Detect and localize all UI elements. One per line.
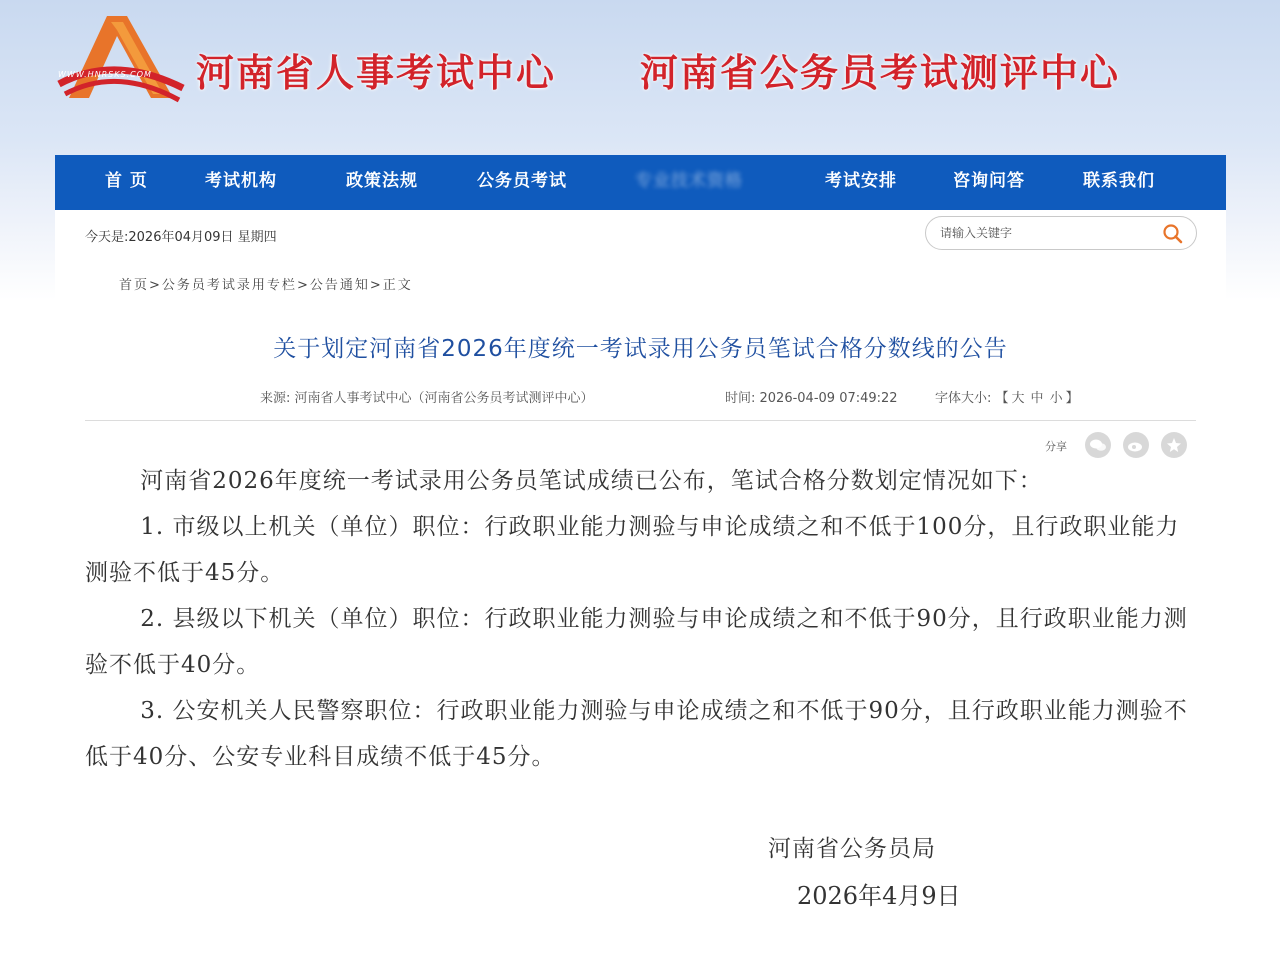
nav-item-home[interactable]: 首 页 xyxy=(105,171,148,191)
search-icon[interactable] xyxy=(1162,223,1184,245)
font-size-large[interactable]: 大 xyxy=(1011,391,1025,406)
article-paragraph-item-3: 3. 公安机关人民警察职位：行政职业能力测验与申论成绩之和不低于90分，且行政职业能力测验不低于40分、公安专业科目成绩不低于45分。 xyxy=(85,698,1188,770)
site-logo[interactable] xyxy=(55,14,185,104)
search-input[interactable] xyxy=(940,223,1150,243)
share-label: 分享 xyxy=(1045,440,1067,453)
article-body xyxy=(85,458,1197,780)
search-box xyxy=(925,216,1197,250)
site-header xyxy=(0,0,1280,150)
nav-item-contact[interactable]: 联系我们 xyxy=(1083,171,1155,191)
weibo-icon[interactable] xyxy=(1123,432,1149,458)
main-nav xyxy=(55,155,1226,210)
article-paragraph-intro: 河南省2026年度统一考试录用公务员笔试成绩已公布，笔试合格分数划定情况如下： xyxy=(140,468,1043,494)
nav-item-civil-service-exam[interactable]: 公务员考试 xyxy=(477,171,567,191)
article-page xyxy=(55,210,1226,960)
article-time: 时间: 2026-04-09 07:49:22 xyxy=(725,391,898,406)
wechat-icon[interactable] xyxy=(1085,432,1111,458)
breadcrumb-current: 正文 xyxy=(382,278,413,293)
nav-item-blurred[interactable]: 专业技术资格 xyxy=(635,171,743,191)
signature-org: 河南省公务员局 xyxy=(768,836,936,862)
meta-divider xyxy=(85,420,1196,421)
font-size-small[interactable]: 小 xyxy=(1049,391,1063,406)
article-source: 来源: 河南省人事考试中心（河南省公务员考试测评中心） xyxy=(260,391,594,406)
logo-url-text: WWW.HNRSKS.COM xyxy=(58,70,152,79)
nav-item-exam-institutions[interactable]: 考试机构 xyxy=(205,171,277,191)
nav-item-policies[interactable]: 政策法规 xyxy=(346,171,418,191)
breadcrumb-civil-service-column[interactable]: 公务员考试录用专栏 xyxy=(161,278,297,293)
font-size-control: 字体大小: 【 大 中 小 】 xyxy=(935,391,1079,406)
site-title-left: 河南省人事考试中心 xyxy=(196,51,557,95)
article-paragraph-item-2: 2. 县级以下机关（单位）职位：行政职业能力测验与申论成绩之和不低于90分，且行政职业能力测验不低于40分。 xyxy=(85,606,1188,678)
article-title: 关于划定河南省2026年度统一考试录用公务员笔试合格分数线的公告 xyxy=(273,336,1008,362)
breadcrumb-separator: > xyxy=(149,278,162,293)
breadcrumb-separator: > xyxy=(296,278,310,293)
breadcrumb xyxy=(119,274,413,293)
breadcrumb-notices[interactable]: 公告通知 xyxy=(309,278,370,293)
current-date: 今天是:2026年04月09日 星期四 xyxy=(85,230,277,245)
nav-item-faq[interactable]: 咨询问答 xyxy=(953,171,1025,191)
signature-date: 2026年4月9日 xyxy=(797,882,961,910)
breadcrumb-separator: > xyxy=(369,278,383,293)
star-icon[interactable] xyxy=(1161,432,1187,458)
site-title-right: 河南省公务员考试测评中心 xyxy=(640,51,1121,95)
font-size-medium[interactable]: 中 xyxy=(1030,391,1044,406)
nav-item-exam-schedule[interactable]: 考试安排 xyxy=(825,171,897,191)
font-size-label: 字体大小: xyxy=(935,391,992,406)
breadcrumb-home[interactable]: 首页 xyxy=(119,278,150,293)
article-paragraph-item-1: 1. 市级以上机关（单位）职位：行政职业能力测验与申论成绩之和不低于100分，且行政职业能力测验不低于45分。 xyxy=(85,514,1180,586)
